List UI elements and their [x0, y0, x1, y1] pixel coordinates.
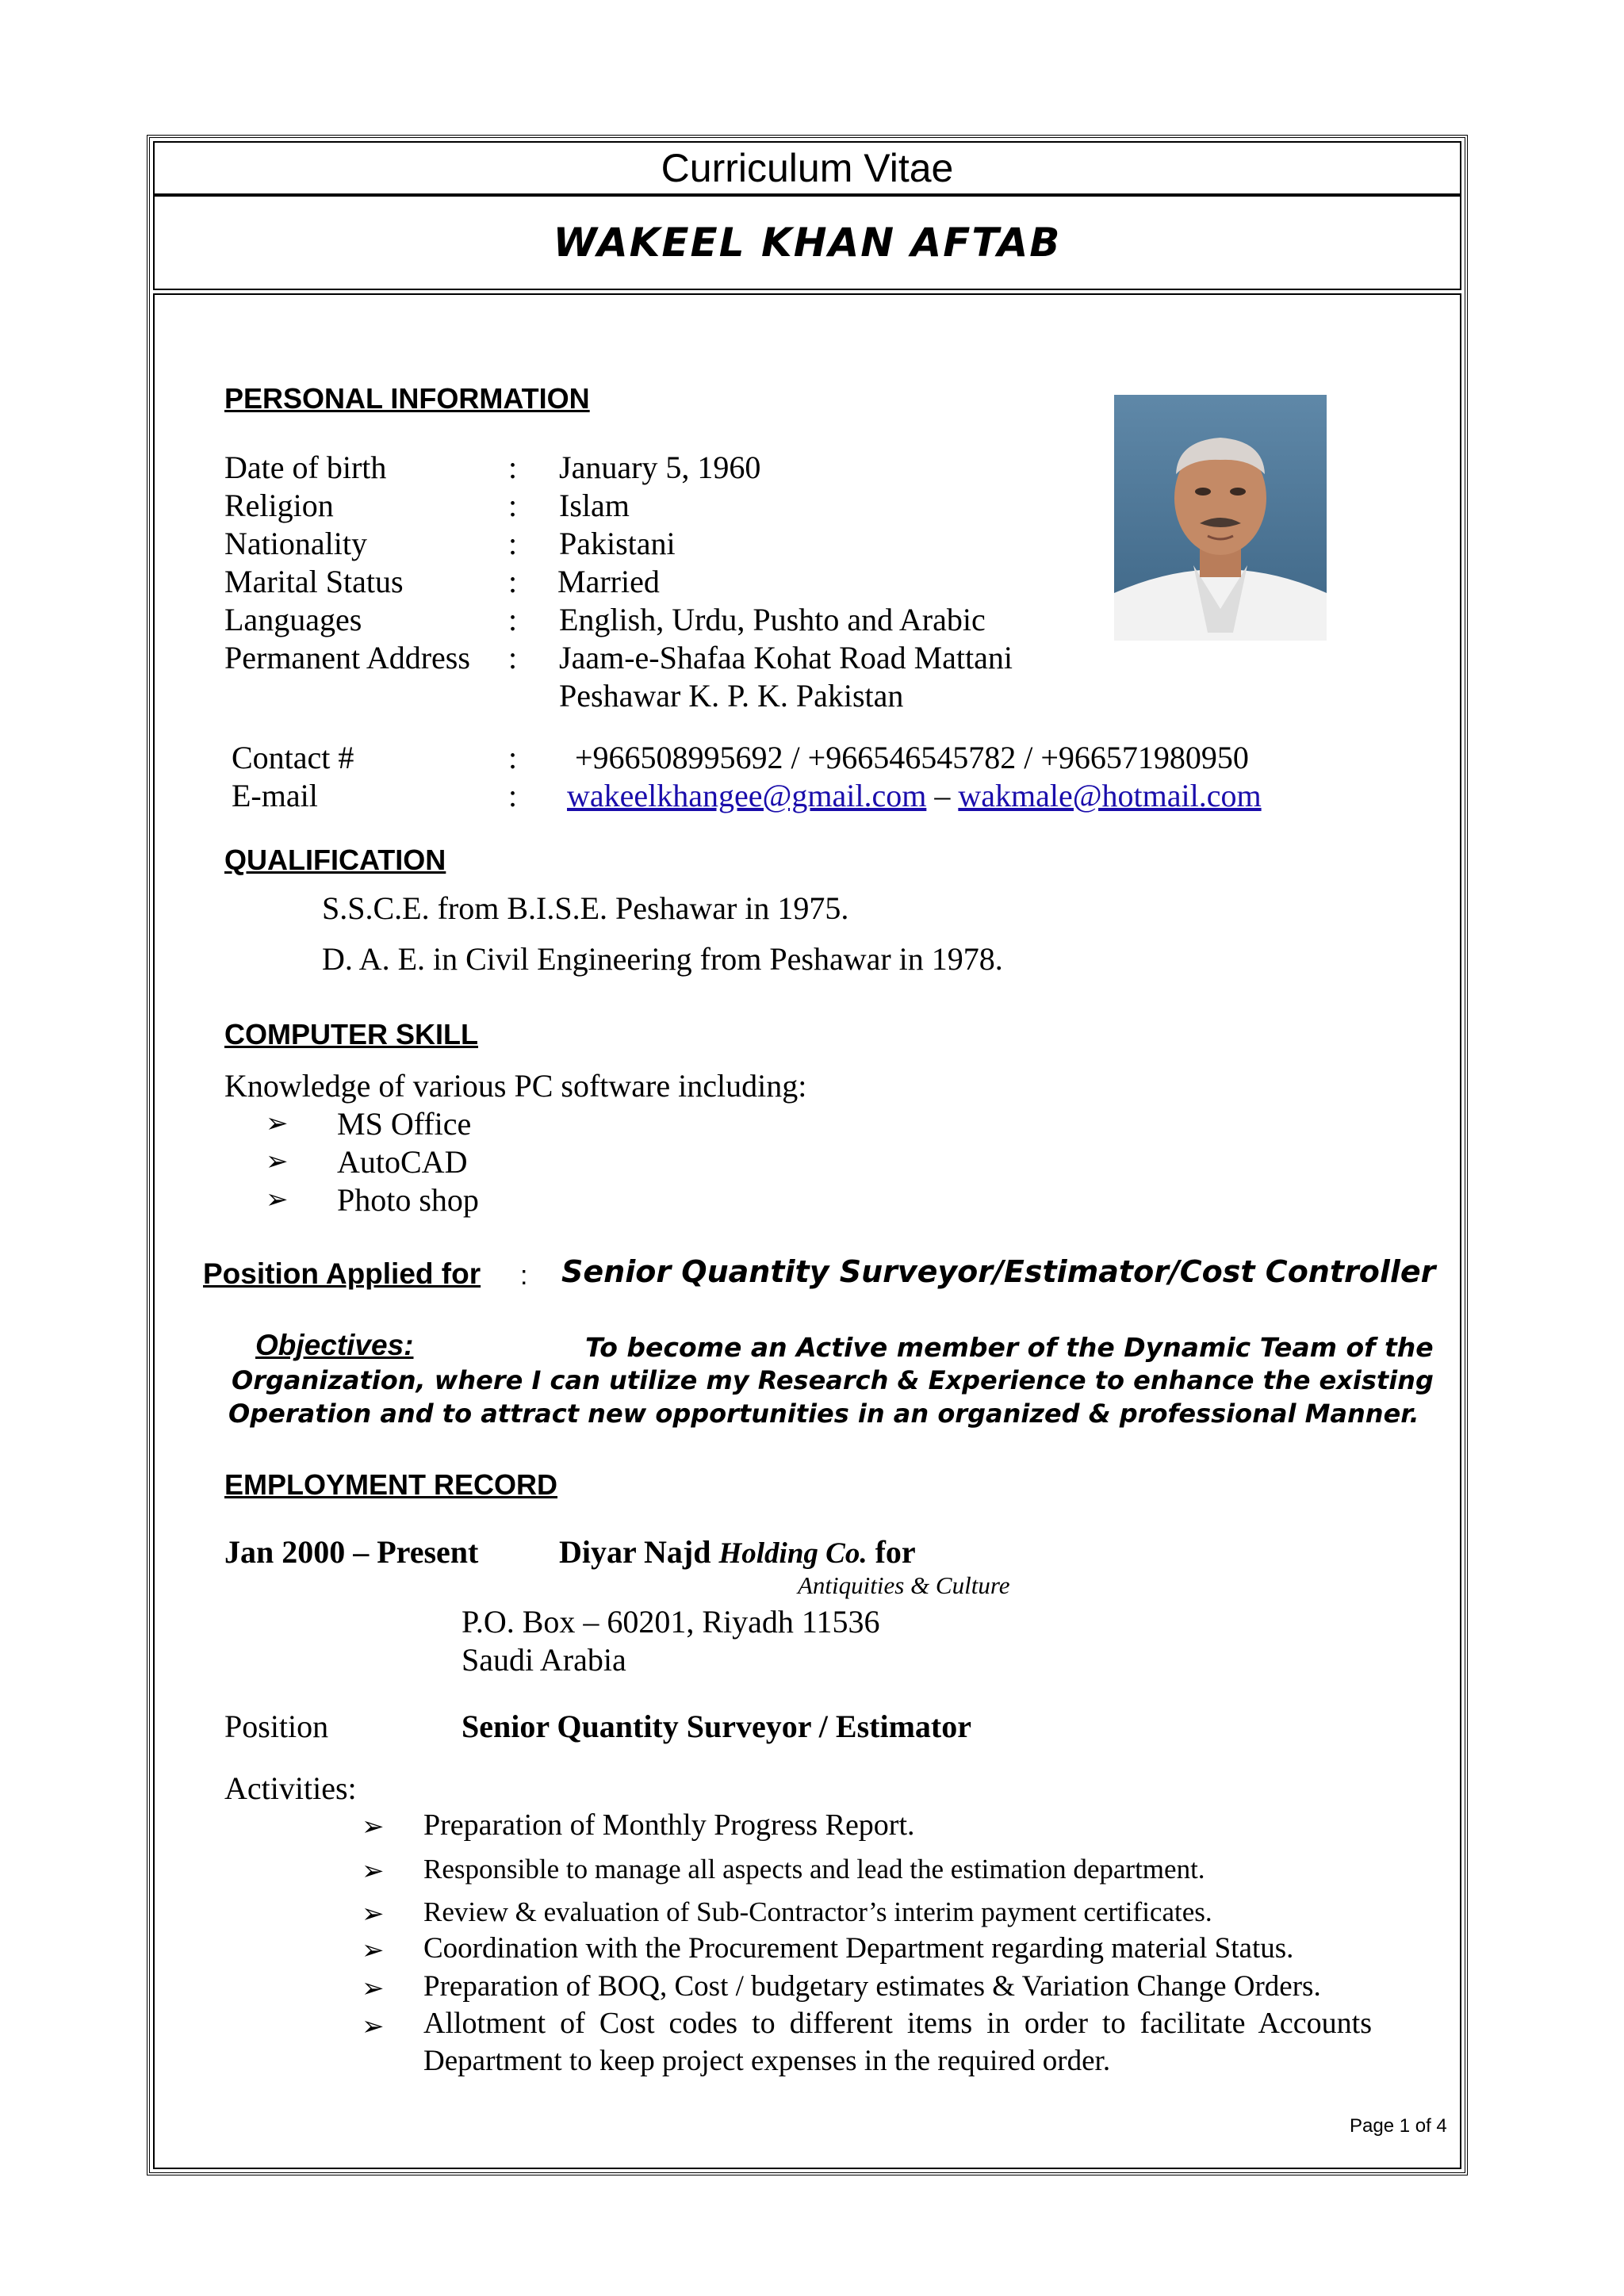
- candidate-name: WAKEEL KHAN AFTAB: [153, 195, 1461, 290]
- activities-label: Activities:: [224, 1770, 357, 1806]
- colon: :: [508, 488, 518, 523]
- activity-item: Review & evaluation of Sub-Contractor’s interim payment certificates.: [423, 1896, 1212, 1927]
- position-label: Position: [224, 1709, 329, 1744]
- value-languages: English, Urdu, Pushto and Arabic: [559, 602, 986, 637]
- colon: :: [508, 602, 518, 637]
- company-type: Holding Co.: [718, 1537, 868, 1570]
- email-separator: –: [934, 778, 951, 813]
- activity-item: Allotment of Cost codes to different items in order to facilitate Accounts: [423, 2007, 1372, 2040]
- colon: :: [508, 564, 518, 599]
- colon: :: [508, 640, 518, 675]
- label-dob: Date of birth: [224, 450, 387, 485]
- employment-heading: EMPLOYMENT RECORD: [224, 1468, 558, 1501]
- activity-item-continuation: Department to keep project expenses in the required order.: [423, 2045, 1111, 2077]
- company-address1: P.O. Box – 60201, Riyadh 11536: [462, 1604, 880, 1640]
- arrow-bullet-icon: ➢: [362, 2011, 385, 2042]
- colon: :: [508, 450, 518, 485]
- arrow-bullet-icon: ➢: [362, 1898, 385, 1930]
- label-contact: Contact #: [232, 740, 354, 775]
- email-link-hotmail[interactable]: wakmale@hotmail.com: [958, 778, 1262, 813]
- position-value: Senior Quantity Surveyor / Estimator: [462, 1709, 971, 1744]
- label-address: Permanent Address: [224, 640, 470, 675]
- qualification-item: S.S.C.E. from B.I.S.E. Peshawar in 1975.: [322, 890, 849, 926]
- qualification-heading: QUALIFICATION: [224, 844, 446, 876]
- colon: :: [508, 526, 518, 561]
- arrow-bullet-icon: ➢: [362, 1811, 385, 1843]
- skill-item: Photo shop: [337, 1182, 479, 1218]
- company-subtitle: Antiquities & Culture: [798, 1571, 1010, 1599]
- label-nationality: Nationality: [224, 526, 367, 561]
- page-number: Page 1 of 4: [1350, 2115, 1447, 2137]
- document-title: Curriculum Vitae: [153, 141, 1461, 195]
- activity-item: Responsible to manage all aspects and lead the estimation department.: [423, 1854, 1205, 1885]
- colon: :: [508, 740, 518, 775]
- arrow-bullet-icon: ➢: [266, 1184, 289, 1215]
- value-nationality: Pakistani: [559, 526, 676, 561]
- objectives-line1: To become an Active member of the Dynamic Team of the: [585, 1332, 1434, 1363]
- objectives-label: Objectives:: [255, 1329, 414, 1361]
- label-languages: Languages: [224, 602, 362, 637]
- skill-item: MS Office: [337, 1106, 472, 1142]
- colon: :: [508, 778, 518, 813]
- email-link-gmail[interactable]: wakeelkhangee@gmail.com: [567, 778, 927, 813]
- computer-skill-heading: COMPUTER SKILL: [224, 1018, 478, 1050]
- arrow-bullet-icon: ➢: [266, 1108, 289, 1139]
- value-address: Jaam-e-Shafaa Kohat Road Mattani: [559, 640, 1013, 675]
- company-for: for: [875, 1534, 916, 1570]
- activity-item: Coordination with the Procurement Department regarding material Status.: [423, 1932, 1294, 1965]
- email-row: [567, 777, 1262, 814]
- position-applied-value: Senior Quantity Surveyor/Estimator/Cost Controller: [561, 1254, 1436, 1289]
- company-address2: Saudi Arabia: [462, 1642, 626, 1678]
- qualification-item: D. A. E. in Civil Engineering from Peshawar in 1978.: [322, 941, 1003, 977]
- objectives-line2: Organization, where I can utilize my Research & Experience to enhance the existing: [232, 1365, 1434, 1395]
- arrow-bullet-icon: ➢: [362, 1973, 385, 2004]
- label-email: E-mail: [232, 778, 318, 813]
- arrow-bullet-icon: ➢: [266, 1146, 289, 1177]
- personal-info-heading: PERSONAL INFORMATION: [224, 382, 590, 415]
- position-applied-label: Position Applied for: [203, 1257, 481, 1290]
- skill-item: AutoCAD: [337, 1144, 468, 1180]
- employment-company: [559, 1533, 916, 1571]
- profile-photo: [1114, 395, 1327, 641]
- value-address-line2: Peshawar K. P. K. Pakistan: [559, 678, 904, 714]
- position-applied-colon: :: [520, 1261, 528, 1291]
- activity-item: Preparation of BOQ, Cost / budgetary estimates & Variation Change Orders.: [423, 1970, 1321, 2003]
- company-name: Diyar Najd: [559, 1534, 711, 1570]
- label-marital: Marital Status: [224, 564, 404, 599]
- computer-intro: Knowledge of various PC software including:: [224, 1068, 807, 1104]
- value-religion: Islam: [559, 488, 630, 523]
- activity-item: Preparation of Monthly Progress Report.: [423, 1808, 915, 1842]
- value-marital: Married: [557, 564, 660, 599]
- employment-period: Jan 2000 – Present: [224, 1534, 479, 1570]
- label-religion: Religion: [224, 488, 334, 523]
- value-contact: +966508995692 / +966546545782 / +966571980950: [575, 740, 1249, 775]
- value-dob: January 5, 1960: [559, 450, 761, 485]
- arrow-bullet-icon: ➢: [362, 1855, 385, 1887]
- objectives-line3: Operation and to attract new opportunities in an organized & professional Manner.: [228, 1399, 1419, 1429]
- arrow-bullet-icon: ➢: [362, 1934, 385, 1966]
